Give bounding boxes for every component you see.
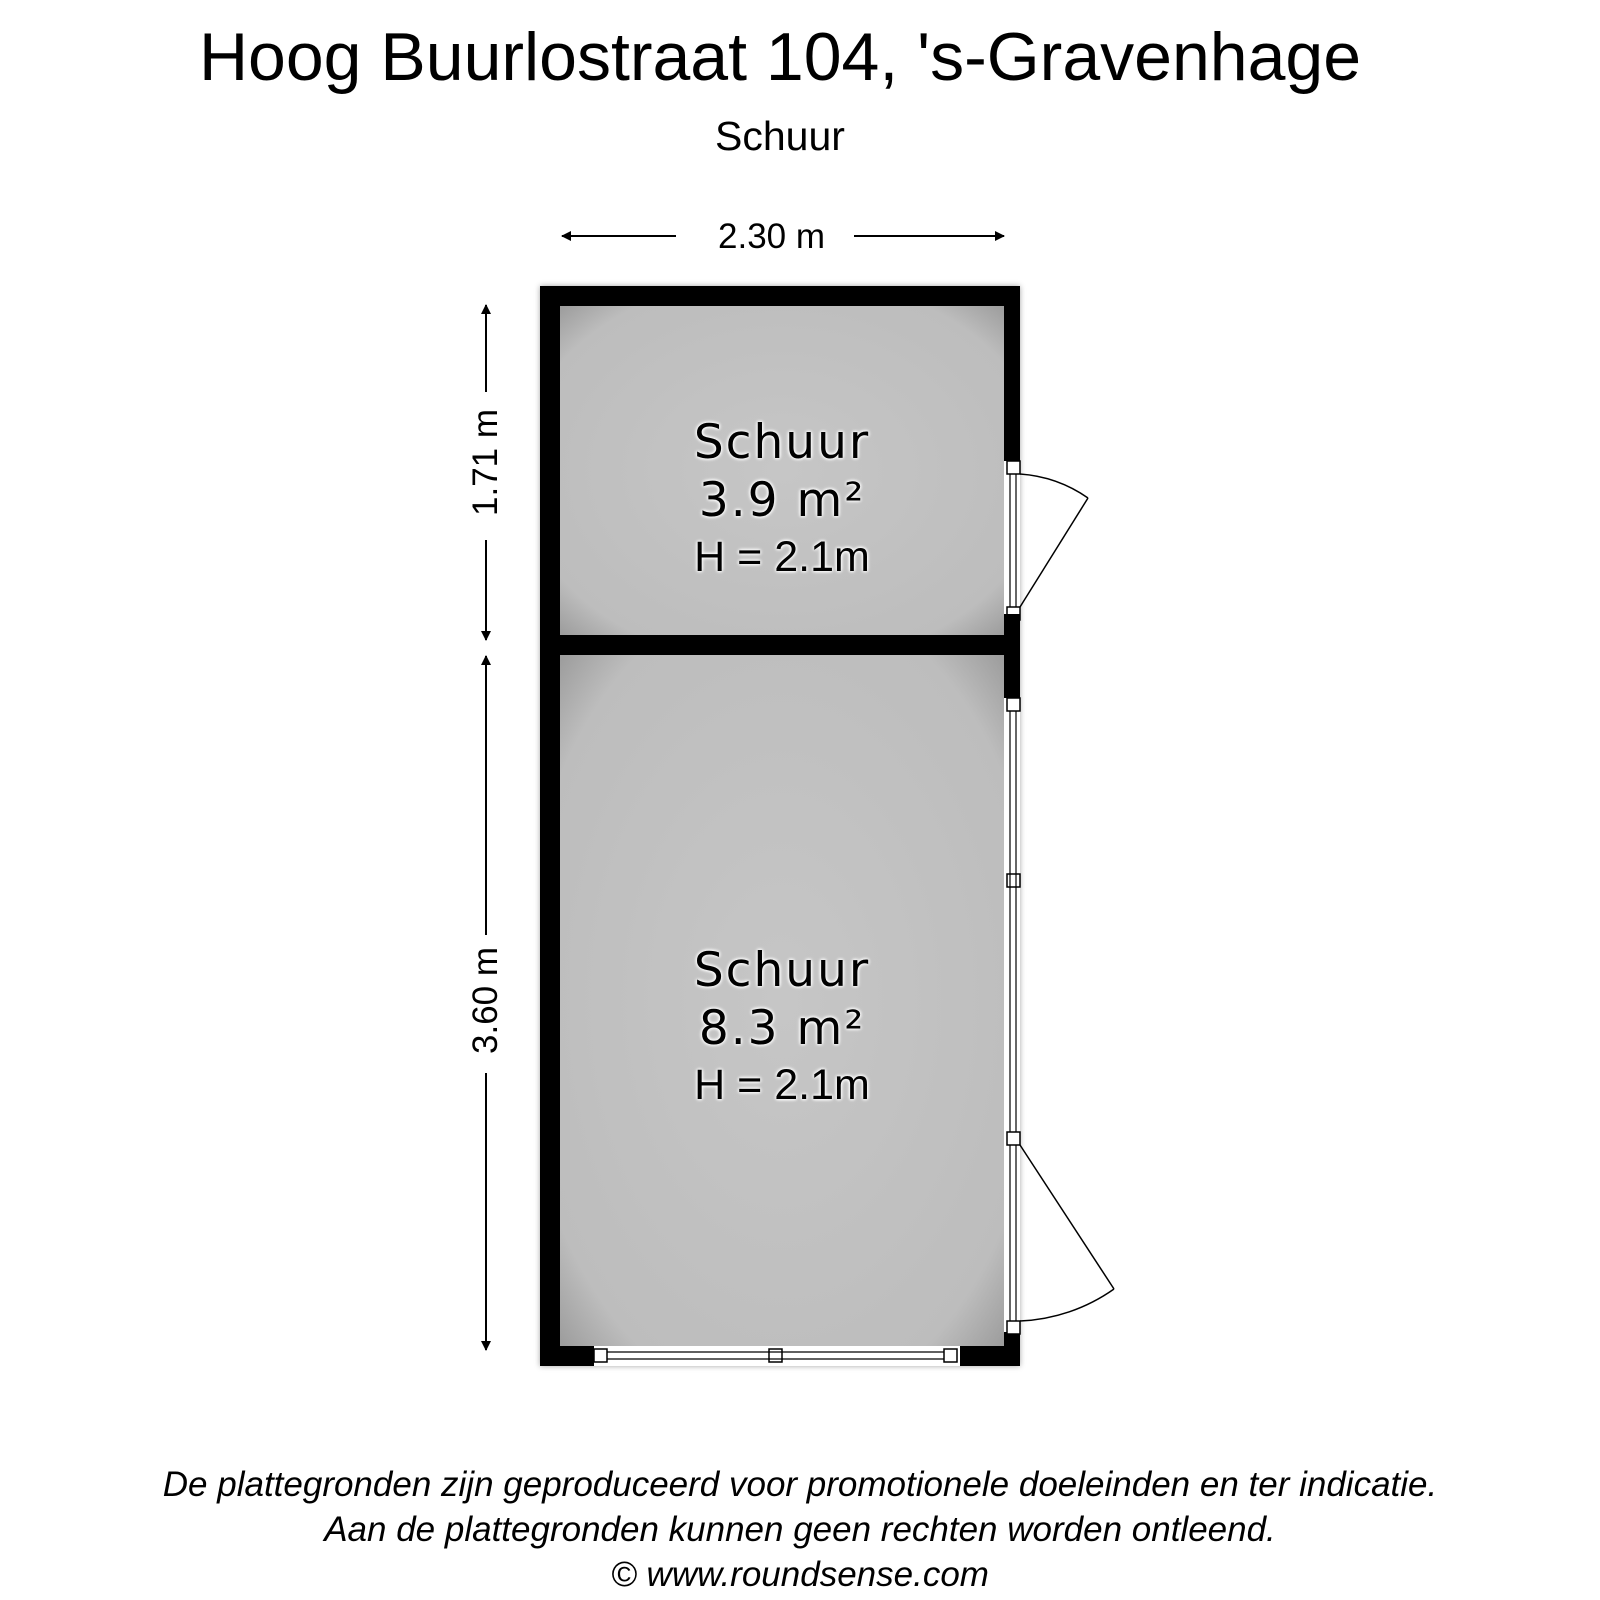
disclaimer — [0, 1462, 1600, 1552]
plan-subtitle: Schuur — [715, 113, 845, 159]
dimension-width-label: 2.30 m — [718, 217, 825, 256]
room-area: 3.9 m² — [698, 473, 866, 528]
window-right — [1004, 698, 1020, 1138]
room-height: H = 2.1m — [694, 1061, 870, 1109]
wall-partition-stub — [1004, 614, 1020, 698]
room-label-upper — [632, 414, 932, 584]
dimension-lower-height-label: 3.60 m — [466, 947, 505, 1054]
room-name: Schuur — [693, 943, 871, 998]
plan-title: Hoog Buurlostraat 104, 's-Gravenhage — [198, 19, 1362, 95]
room-height: H = 2.1m — [694, 533, 870, 581]
window-bottom — [594, 1346, 960, 1366]
room-name: Schuur — [693, 415, 871, 470]
door-upper — [1004, 461, 1088, 620]
dimension-upper-height-label: 1.71 m — [466, 409, 505, 516]
room-label-lower — [632, 942, 932, 1112]
copyright: © www.roundsense.com — [611, 1555, 989, 1594]
disclaimer-line-2: Aan de plattegronden kunnen geen rechten worden ontleend. — [324, 1510, 1276, 1549]
room-area: 8.3 m² — [698, 1001, 866, 1056]
wall-partition — [560, 635, 1020, 655]
door-lower — [1004, 1132, 1114, 1334]
disclaimer-line-1: De plattegronden zijn geproduceerd voor promotionele doeleinden en ter indicatie. — [162, 1465, 1438, 1504]
